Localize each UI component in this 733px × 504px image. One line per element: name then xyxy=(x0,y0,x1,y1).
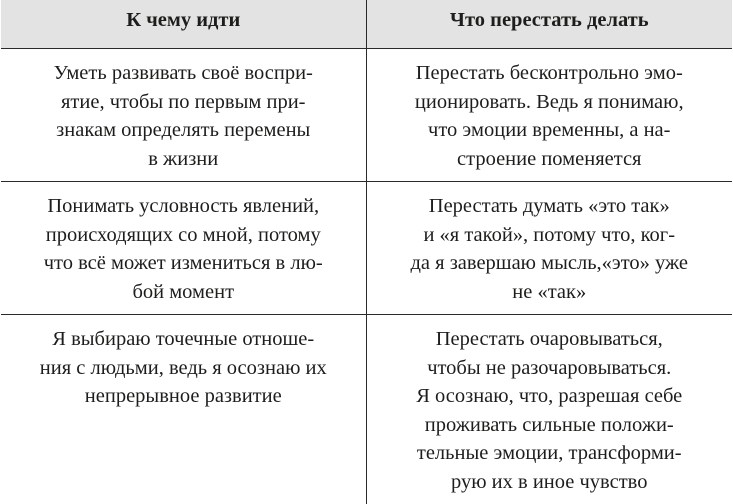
table-header-row xyxy=(1,0,732,49)
table-cell-stop xyxy=(366,182,732,315)
cell-line: строение поменяется xyxy=(381,145,719,174)
table-cell-stop xyxy=(366,315,732,504)
cell-line: знакам определять перемены xyxy=(15,116,352,145)
header-what-to-stop: Что перестать делать xyxy=(366,0,732,49)
cell-line: Перестать очаровываться, xyxy=(381,325,719,354)
cell-line: Перестать думать «это так» xyxy=(381,192,719,221)
cell-line: что эмоции временны, а на- xyxy=(381,116,719,145)
table-cell-stop xyxy=(366,49,732,182)
table-row xyxy=(1,182,732,315)
cell-line: ционировать. Ведь я понимаю, xyxy=(381,88,719,117)
cell-line: Понимать условность явлений, xyxy=(15,192,352,221)
cell-line: да я завершаю мысль,«это» уже xyxy=(381,249,719,278)
table-cell-pursue xyxy=(1,182,366,315)
cell-line: в жизни xyxy=(15,145,352,174)
cell-line: ния с людьми, ведь я осознаю их xyxy=(15,354,352,383)
cell-line: что всё может измениться в лю- xyxy=(15,249,352,278)
table-cell-pursue xyxy=(1,315,366,504)
cell-line: происходящих со мной, потому xyxy=(15,221,352,250)
cell-line: Уметь развивать своё воспри- xyxy=(15,59,352,88)
cell-line: ятие, чтобы по первым при- xyxy=(15,88,352,117)
table-row xyxy=(1,49,732,182)
cell-line: проживать сильные положи- xyxy=(381,411,719,440)
cell-line: Я выбираю точечные отноше- xyxy=(15,325,352,354)
table-row xyxy=(1,315,732,504)
cell-line: не «так» xyxy=(381,278,719,307)
header-what-to-pursue: К чему идти xyxy=(1,0,366,49)
cell-line: чтобы не разочаровываться. xyxy=(381,354,719,383)
cell-line: рую их в иное чувство xyxy=(381,468,719,497)
cell-line: Перестать бесконтрольно эмо- xyxy=(381,59,719,88)
cell-line: тельные эмоции, трансформи- xyxy=(381,439,719,468)
cell-line: бой момент xyxy=(15,278,352,307)
comparison-table xyxy=(1,0,732,504)
table-cell-pursue xyxy=(1,49,366,182)
cell-line: и «я такой», потому что, ког- xyxy=(381,221,719,250)
cell-line: непрерывное развитие xyxy=(15,382,352,411)
cell-line: Я осознаю, что, разрешая себе xyxy=(381,382,719,411)
